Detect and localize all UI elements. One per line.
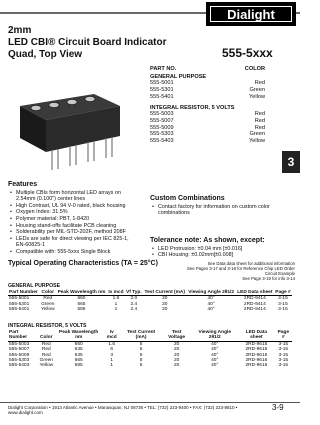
general-purpose-table [8, 290, 292, 313]
title-line-2: Quad, Top View [8, 49, 83, 60]
custom-item: • Contact factory for information on custom color combinations [158, 204, 275, 217]
operating-title: Typical Operating Characteristics (TA = 25°C) [8, 260, 158, 267]
tolerance-item: • CBI Housing: ±0.02mm[±0.008] [158, 252, 275, 259]
part-list [150, 66, 265, 145]
part-list-header [150, 66, 265, 73]
feature-item: • Multiple CBIs form horizontal LED arrays on 2.54mm (0.100") center lines [16, 190, 136, 203]
product-photo [8, 66, 128, 176]
list-item: 555-5301 Green [150, 87, 265, 94]
integral-resistor-table [8, 330, 292, 369]
gp-table-label: GENERAL PURPOSE [8, 283, 61, 289]
list-item: 555-5303 Green [150, 131, 265, 138]
table-row: 555-5007 Red 635 6 5 20 40° 2RD-9615 3-15 [9, 347, 289, 353]
custom-combinations [150, 196, 275, 217]
table-row: 555-5403 Yellow 585 1 5 20 40° 2RD-9616 3-15 [9, 363, 289, 369]
list-item: 555-5007 Red [150, 117, 265, 124]
list-item: 555-5401 Yellow [150, 93, 265, 100]
operating-notes: See Data data sheet for additional information See Pages 3-17 and 3-18 for Reference Chip LED Order Circuit Example See Page 3-19 for info 3-14 [187, 261, 295, 281]
tolerance-note [150, 238, 275, 259]
footer-address: Dialight Corporation • 1913 Atlantic Avenue • Manasquan, NJ 08736 • TEL: (732) 223-9400 • FAX: (732) 223-8810 • www.dialight.com [8, 405, 238, 415]
table-row: 555-5003 Red 660 1.6 5 20 40° 2RD-9615 3-15 [9, 341, 289, 347]
table-row: 555-5001 Red 660 1.6 2.0 20 40° 2RD-9414 3-15 [9, 296, 288, 302]
tolerance-item: • LED Protrusion: ±0.04 mm [±0.016] [158, 246, 275, 253]
tolerance-title: Tolerance note: As shown, except: [150, 237, 265, 244]
table-row: 555-5401 Yellow 585 1 2.4 20 40° 2RD-9414 3-15 [9, 307, 288, 313]
list-item: 555-5003 Red [150, 111, 265, 118]
list-item: 555-5009 Red [150, 124, 265, 131]
feature-item: • Polymer material: PBT, 1-8420 [16, 216, 136, 223]
ir-table-label: INTEGRAL RESISTOR, 5 VOLTS [8, 323, 87, 329]
list-item: 555-5403 Yellow [150, 138, 265, 145]
operating-condition: (TA = 25°C) [121, 260, 158, 267]
section-tab: 3 [282, 151, 300, 173]
table-header-row: Part Number Color Peak Wavelength nm Iv mcd Vf Typ. Test Current (mA) Viewing Angle 2θ1/2 LED Data sheet Page # [9, 290, 291, 295]
part-series-title: 555-5xxx [222, 46, 273, 60]
title-line-1: LED CBI® Circuit Board Indicator [8, 37, 167, 48]
table-row: 555-5009 Red 635 3 5 20 40° 2RD-9615 3-15 [9, 352, 289, 358]
table-row: 555-5301 Green 565 1 2.4 20 40° 2RD-9414 3-15 [9, 301, 288, 307]
table-header-row: Part Number Color Peak Wavelength nm Iv mcd Test Current (mA) Test Voltage Viewing Angle 2θ1/2 LED Data sheet Page # [8, 330, 292, 341]
features-section [8, 182, 136, 256]
dialight-logo [206, 2, 296, 26]
feature-item: • Solderability per MIL-STD-202F, method 208F [16, 229, 136, 236]
logo-text: Dialight [210, 6, 292, 22]
feature-item: • Housing stand-offs facilitate PCB cleaning [16, 223, 136, 230]
section-integral-resistor: INTEGRAL RESISTOR, 5 VOLTS [150, 104, 235, 111]
feature-item: • Oxygen Index: 31.5% [16, 209, 136, 216]
list-item: 555-5001 Red [150, 80, 265, 87]
table-row: 555-5303 Green 565 1 5 20 40° 2RD-9616 3-15 [9, 358, 289, 364]
title-size: 2mm [8, 25, 32, 36]
col-part-number: PART NO. [150, 66, 177, 72]
col-color: COLOR [244, 66, 265, 72]
feature-item: • LEDs are safe for direct viewing per IEC 825-1, EN-60825-1 [16, 236, 136, 249]
features-title: Features [8, 181, 38, 188]
page-number: 3-9 [272, 403, 284, 412]
feature-item: • Compatible with: 555-5xxx Single Block [16, 249, 136, 256]
custom-title: Custom Combinations [150, 195, 225, 202]
feature-item: • High Contrast, UL 94 V-0 rated, black housing [16, 203, 136, 210]
footer-rule [0, 402, 300, 403]
section-general-purpose: GENERAL PURPOSE [150, 73, 207, 80]
